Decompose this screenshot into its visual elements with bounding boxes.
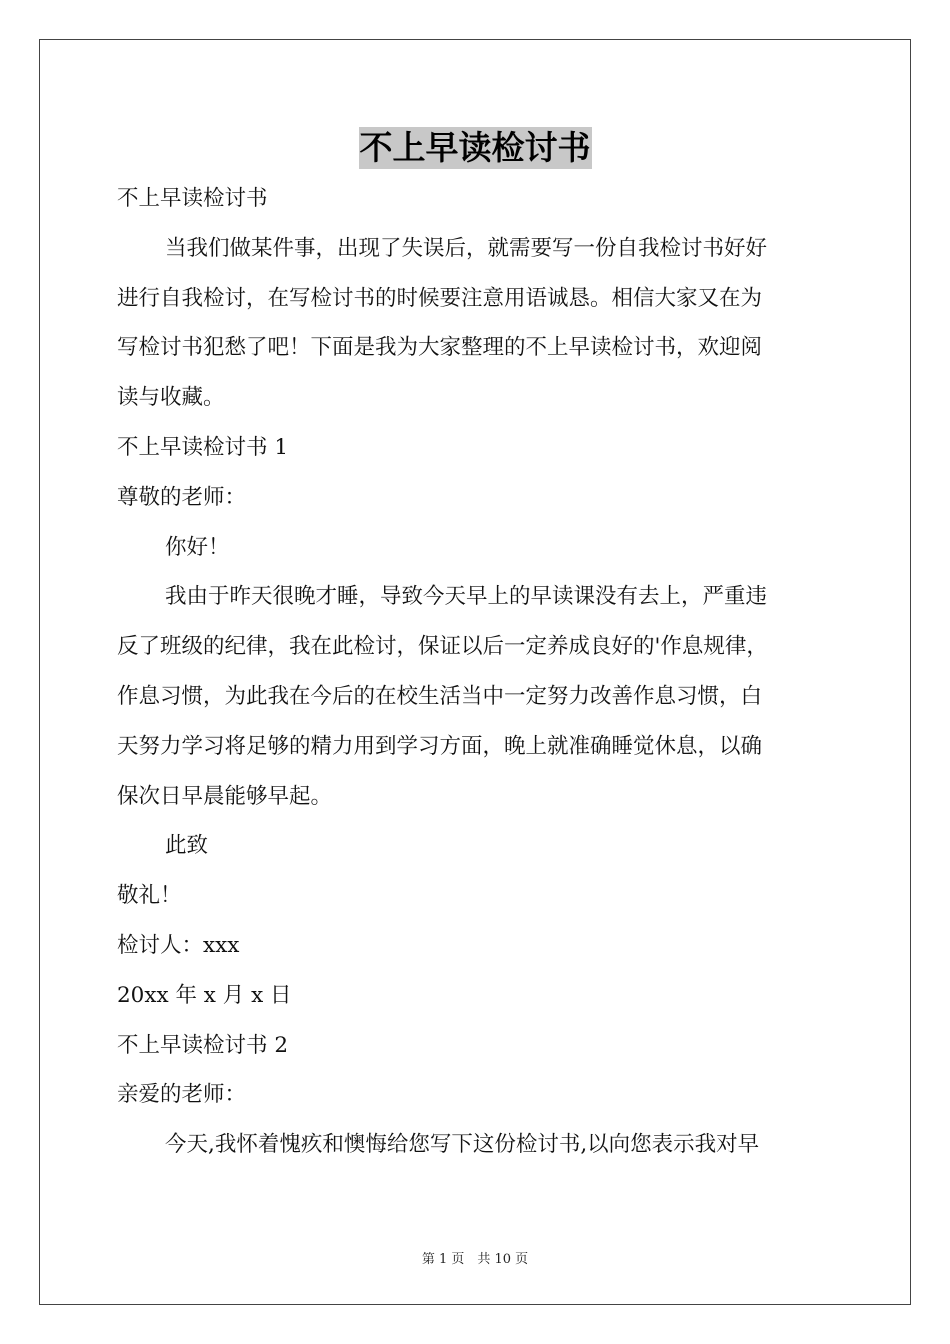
greeting-1: 你好！	[165, 534, 230, 560]
date-line: 20xx 年 x 月 x 日	[117, 982, 292, 1008]
section-heading-2: 不上早读检讨书 2	[117, 1032, 289, 1058]
salutation-2: 亲爱的老师：	[117, 1082, 247, 1108]
body-line-5: 保次日早晨能够早起。	[117, 783, 333, 809]
intro-line-4: 读与收藏。	[117, 385, 225, 411]
page-footer: 第 1 页 共 10 页	[421, 1252, 529, 1267]
body-line-1: 我由于昨天很晚才睡，导致今天早上的早读课没有去上，严重违	[165, 584, 768, 610]
document-body	[117, 174, 837, 1170]
title-container	[0, 127, 950, 169]
closing-2: 敬礼！	[117, 883, 182, 909]
intro-line-1: 当我们做某件事，出现了失误后，就需要写一份自我检讨书好好	[165, 235, 768, 261]
intro-line-2: 进行自我检讨，在写检讨书的时候要注意用语诚恳。相信大家又在为	[117, 285, 763, 311]
body-line-4: 天努力学习将足够的精力用到学习方面，晚上就准确睡觉休息，以确	[117, 733, 763, 759]
document-title: 不上早读检讨书	[359, 128, 591, 167]
body2-line-1: 今天,我怀着愧疚和懊悔给您写下这份检讨书,以向您表示我对早	[165, 1132, 760, 1158]
intro-line-3: 写检讨书犯愁了吧！下面是我为大家整理的不上早读检讨书，欢迎阅	[117, 335, 763, 361]
section-heading-1: 不上早读检讨书 1	[117, 434, 289, 460]
body-line-3: 作息习惯，为此我在今后的在校生活当中一定努力改善作息习惯，白	[117, 683, 763, 709]
salutation-1: 尊敬的老师：	[117, 484, 247, 510]
signature-line: 检讨人：xxx	[117, 932, 240, 958]
body-line-2: 反了班级的纪律，我在此检讨，保证以后一定养成良好的'作息规律，	[117, 634, 768, 660]
closing-1: 此致	[165, 833, 209, 859]
subtitle-line: 不上早读检讨书	[117, 186, 268, 211]
